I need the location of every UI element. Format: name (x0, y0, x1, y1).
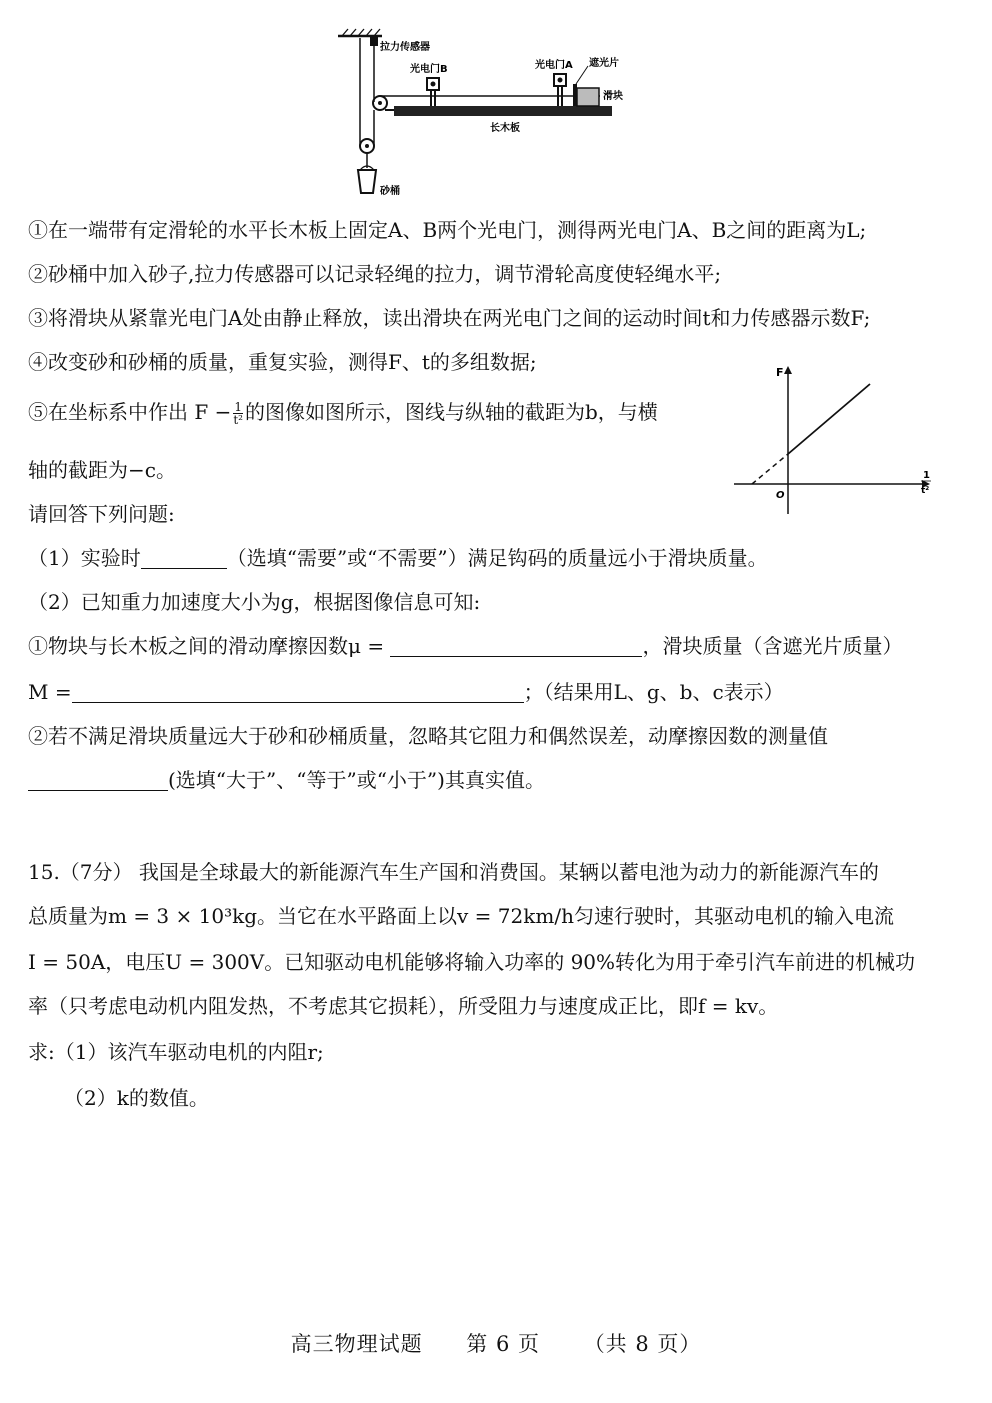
question-2-2: ②若不满足滑块质量远大于砂和砂桶质量，忽略其它阻力和偶然误差，动摩擦因数的测量值 (28, 724, 828, 748)
answer-blank-compare[interactable] (28, 768, 168, 791)
question-2-1 (28, 632, 902, 660)
f-vs-inverse-t2-graph (730, 362, 940, 522)
question-2-1-mass-prefix: M = (28, 680, 72, 704)
footer-total-pages: （共 8 页） (583, 1332, 702, 1356)
question-2-1-mass (28, 678, 784, 706)
step-5-continued: 轴的截距为−c。 (28, 458, 176, 482)
origin-label: O (776, 490, 785, 501)
problem-15-line-4: 率（只考虑电动机内阻发热，不考虑其它损耗），所受阻力与速度成正比，即f = kv。 (28, 994, 779, 1018)
step-5-fraction-num: 1 (234, 400, 242, 414)
step-3: ③将滑块从紧靠光电门A处由静止释放，读出滑块在两光电门之间的运动时间t和力传感器示数F; (28, 306, 871, 330)
step-5-fraction-den: t² (233, 413, 243, 427)
step-2: ②砂桶中加入砂子,拉力传感器可以记录轻绳的拉力，调节滑轮高度使轻绳水平; (28, 262, 722, 286)
step-4: ④改变砂和砂桶的质量，重复实验，测得F、t的多组数据; (28, 350, 537, 374)
question-2: （2）已知重力加速度大小为g，根据图像信息可知: (28, 590, 481, 614)
answer-blank-mu[interactable] (390, 634, 642, 657)
question-1-suffix: （选填“需要”或“不需要”）满足钩码的质量远小于滑块质量。 (226, 546, 768, 570)
questions-intro: 请回答下列问题: (28, 502, 175, 526)
question-2-2-answer (28, 766, 545, 794)
page-footer (0, 1328, 992, 1358)
question-1-prefix: （1）实验时 (28, 546, 141, 570)
step-5 (28, 398, 658, 426)
step-1: ①在一端带有定滑轮的水平长木板上固定A、B两个光电门，测得两光电门A、B之间的距离为L; (28, 218, 867, 242)
slider-label: 滑块 (603, 91, 623, 102)
shade-label: 遮光片 (589, 58, 619, 69)
bucket-label: 砂桶 (380, 186, 400, 197)
gate-b-label: 光电门B (410, 64, 448, 75)
problem-15-question-1: 求:（1）该汽车驱动电机的内阻r; (28, 1040, 324, 1064)
gate-a-label: 光电门A (535, 60, 573, 71)
apparatus-diagram (330, 28, 630, 203)
footer-subject: 高三物理试题 (290, 1332, 423, 1356)
question-1 (28, 544, 768, 572)
answer-blank-1[interactable] (141, 546, 227, 569)
step-5-text-a: ⑤在坐标系中作出 F − (28, 400, 232, 424)
problem-15-line-3: I = 50A，电压U = 300V。已知驱动电机能够将输入功率的 90%转化为用于牵引汽车前进的机械功 (28, 950, 916, 974)
question-2-2-suffix: (选填“大于”、“等于”或“小于”)其真实值。 (168, 768, 545, 792)
x-axis-label-num: 1 (923, 470, 930, 481)
problem-15-line-1: 15.（7分） 我国是全球最大的新能源汽车生产国和消费国。某辆以蓄电池为动力的新能源汽车的 (28, 860, 879, 884)
sensor-label: 拉力传感器 (380, 42, 430, 53)
step-5-text-b: 的图像如图所示，图线与纵轴的截距为b，与横 (245, 400, 658, 424)
y-axis-label: F (776, 366, 784, 379)
answer-blank-mass[interactable] (72, 680, 524, 703)
x-axis-label-den: t² (921, 486, 930, 496)
question-2-1-mass-suffix: ；（结果用L、g、b、c表示） (523, 680, 784, 704)
question-2-1-prefix: ①物块与长木板之间的滑动摩擦因数μ = (28, 634, 385, 658)
problem-15-question-2: （2）k的数值。 (64, 1086, 209, 1110)
problem-15-line-2: 总质量为m = 3 × 10³kg。当它在水平路面上以v = 72km/h匀速行驶时，其驱动电机的输入电流 (28, 904, 894, 928)
step-5-fraction (233, 401, 243, 426)
question-2-1-middle: ，滑块质量（含遮光片质量） (642, 634, 903, 658)
board-label: 长木板 (490, 123, 520, 134)
footer-page-number: 第 6 页 (466, 1332, 540, 1356)
